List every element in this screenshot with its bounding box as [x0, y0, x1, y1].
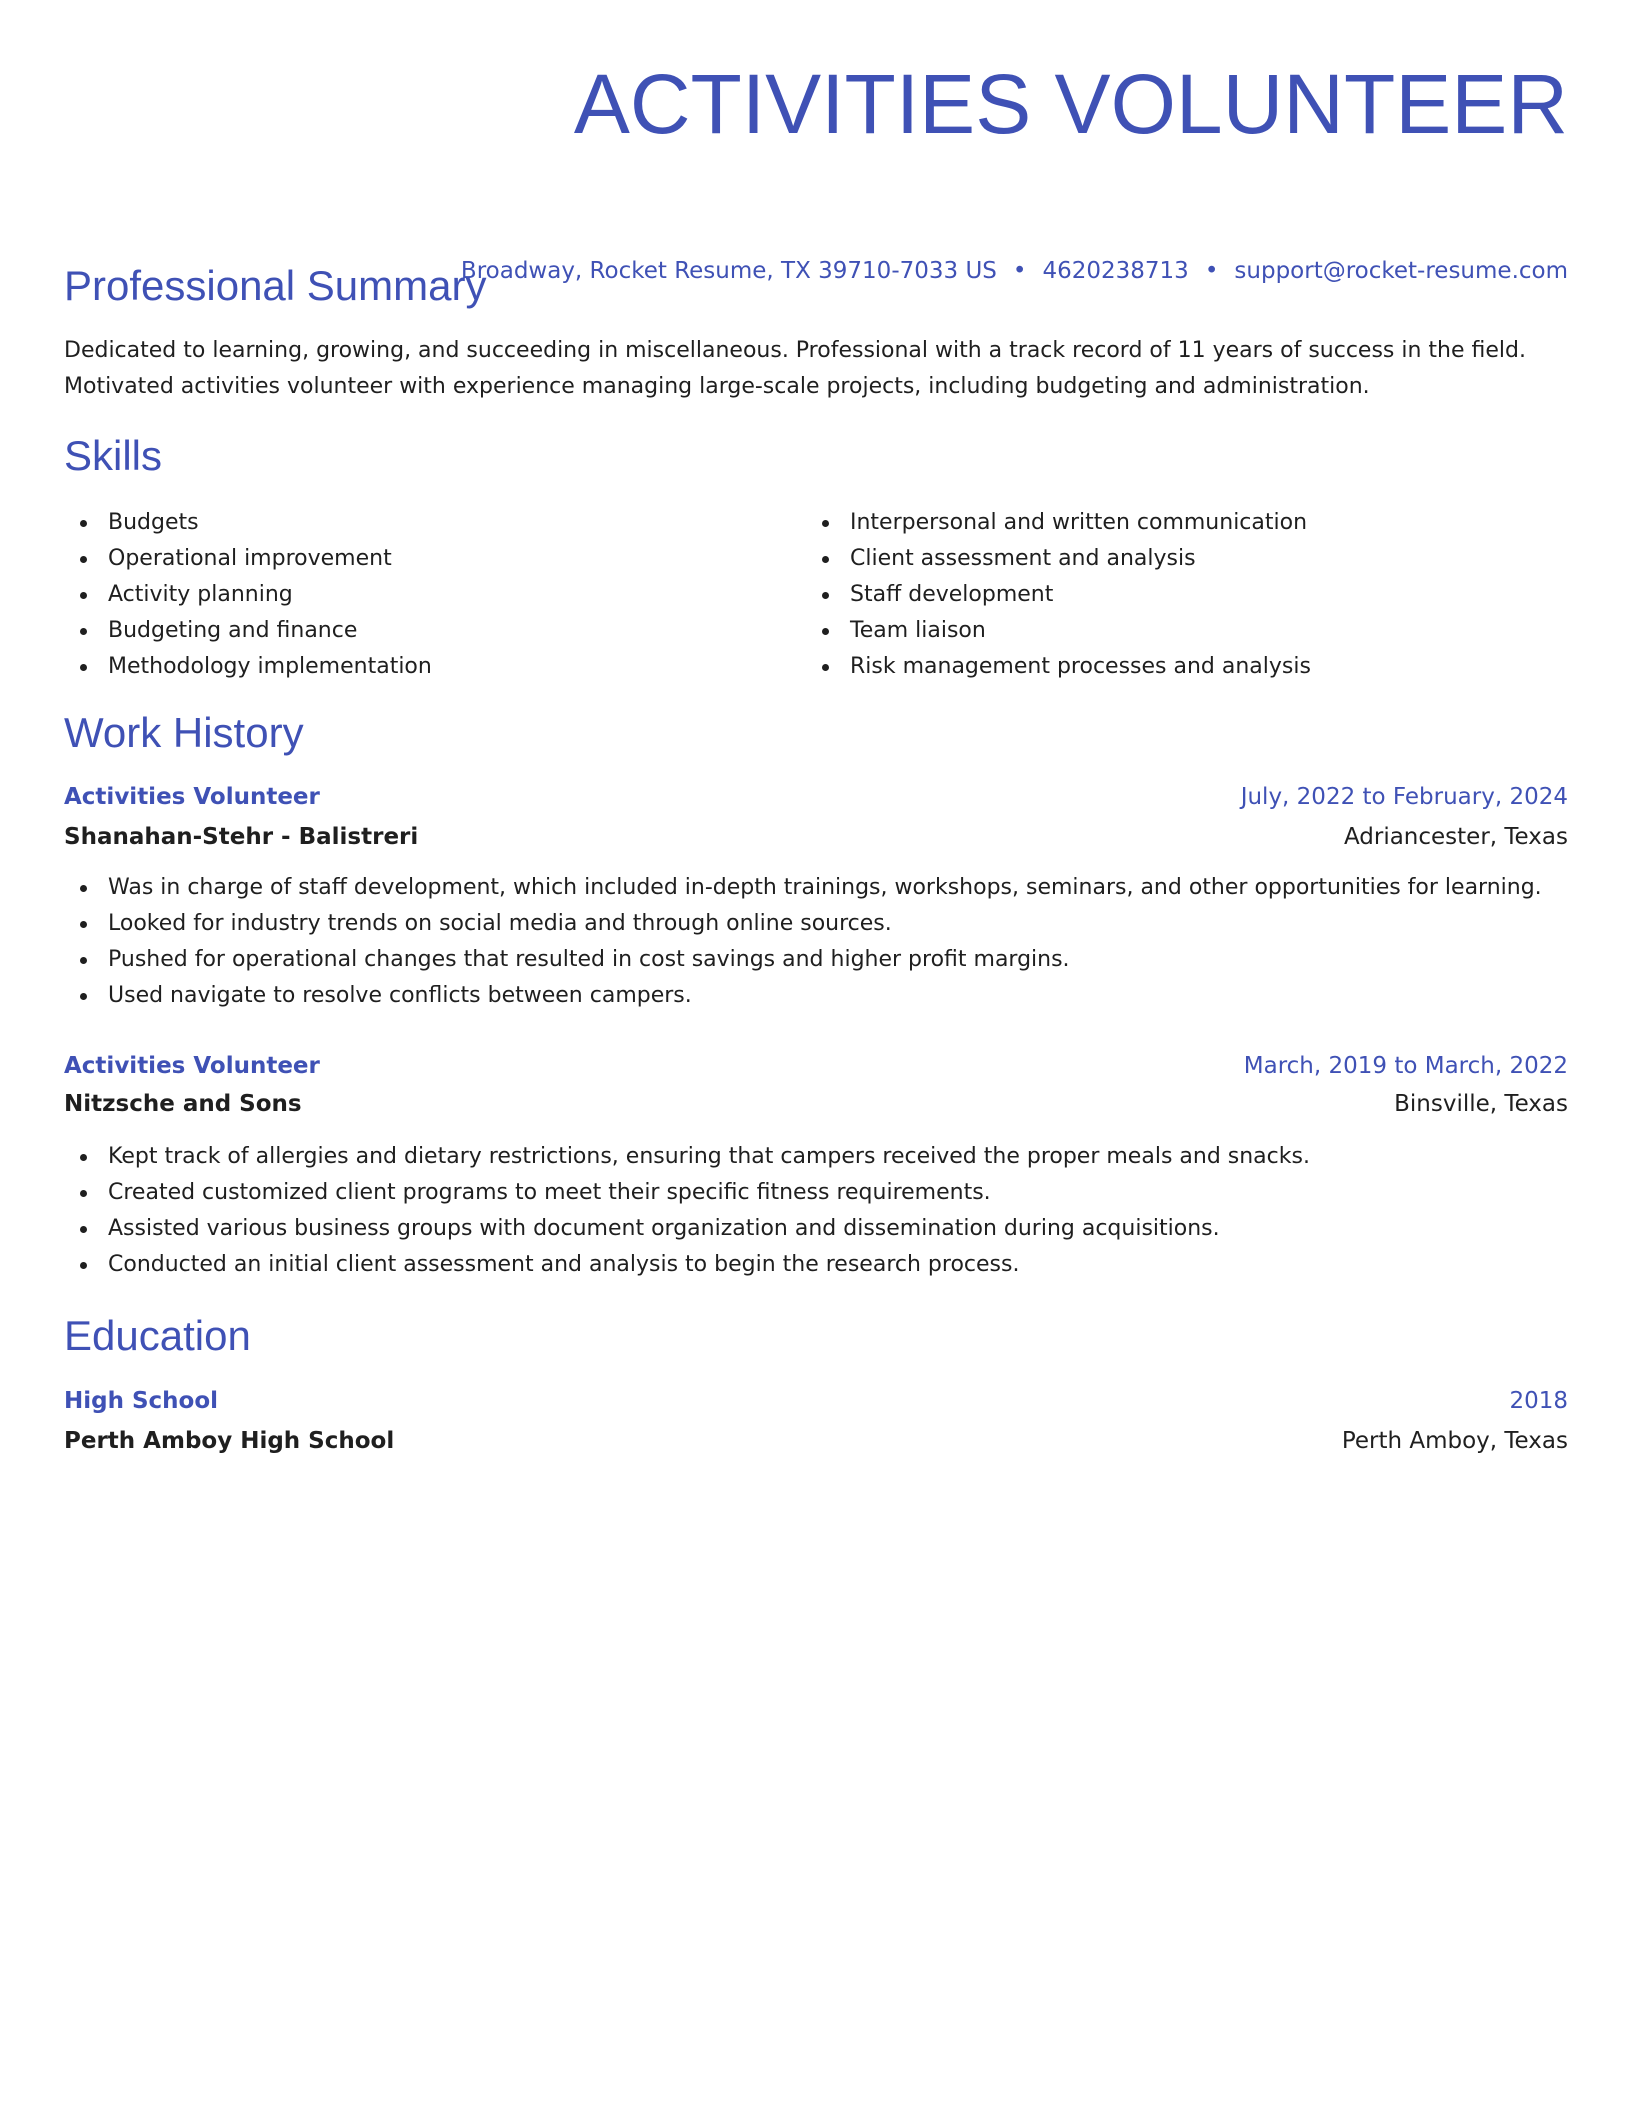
skill-item: Interpersonal and written communication [806, 505, 1311, 541]
education-header [64, 1385, 1568, 1417]
job-employer-row [64, 821, 1568, 853]
job-bullet: Conducted an initial client assessment and analysis to begin the research process. [64, 1247, 1310, 1283]
summary-line: Dedicated to learning, growing, and succeeding in miscellaneous. Professional with a track record of 11 years of success in the field. [64, 338, 1526, 363]
work-history-heading: Work History [64, 709, 304, 756]
job-bullet: Created customized client programs to meet their specific fitness requirements. [64, 1175, 1310, 1211]
skills-list-left [64, 505, 432, 685]
skill-item: Operational improvement [64, 541, 432, 577]
separator-dot: • [1204, 258, 1219, 284]
skill-item: Team liaison [806, 613, 1311, 649]
school-location: Perth Amboy, Texas [1341, 1428, 1568, 1454]
employer-name: Shanahan-Stehr - Balistreri [64, 824, 419, 850]
job-bullets [64, 870, 1542, 1014]
summary-text [64, 333, 1564, 405]
skill-item: Activity planning [64, 577, 432, 613]
school-name: Perth Amboy High School [64, 1428, 395, 1454]
job-header [64, 1050, 1568, 1082]
skill-item: Staff development [806, 577, 1311, 613]
phone: 4620238713 [1042, 258, 1189, 284]
summary-line: Motivated activities volunteer with experience managing large-scale projects, including budgeting and administration. [64, 374, 1370, 399]
job-bullet: Looked for industry trends on social media and through online sources. [64, 906, 1542, 942]
contact-line [461, 256, 1568, 286]
address: Broadway, Rocket Resume, TX 39710-7033 US [460, 258, 997, 284]
job-title: Activities Volunteer [64, 784, 320, 810]
summary-heading: Professional Summary [64, 262, 487, 309]
skills-list-right [806, 505, 1311, 685]
skill-item: Client assessment and analysis [806, 541, 1311, 577]
job-bullet: Was in charge of staff development, which included in-depth trainings, workshops, seminars, and other opportunities for learning. [64, 870, 1542, 906]
skills-heading: Skills [64, 432, 163, 479]
separator-dot: • [1012, 258, 1027, 284]
job-bullet: Kept track of allergies and dietary restrictions, ensuring that campers received the proper meals and snacks. [64, 1139, 1310, 1175]
education-heading: Education [64, 1312, 251, 1359]
job-employer-row [64, 1088, 1568, 1120]
employer-name: Nitzsche and Sons [64, 1091, 302, 1117]
job-bullet: Assisted various business groups with document organization and dissemination during acquisitions. [64, 1211, 1310, 1247]
job-header [64, 781, 1568, 813]
job-bullets [64, 1139, 1310, 1283]
resume-title: ACTIVITIES VOLUNTEER [573, 57, 1568, 151]
email[interactable]: support@rocket-resume.com [1234, 258, 1568, 284]
job-location: Adriancester, Texas [1343, 824, 1568, 850]
job-title: Activities Volunteer [64, 1053, 320, 1079]
job-dates: July, 2022 to February, 2024 [1240, 784, 1568, 810]
graduation-year: 2018 [1509, 1388, 1568, 1414]
skill-item: Budgeting and finance [64, 613, 432, 649]
degree: High School [64, 1388, 219, 1414]
job-bullet: Used navigate to resolve conflicts between campers. [64, 978, 1542, 1014]
skill-item: Budgets [64, 505, 432, 541]
job-location: Binsville, Texas [1394, 1091, 1568, 1117]
job-bullet: Pushed for operational changes that resulted in cost savings and higher profit margins. [64, 942, 1542, 978]
skill-item: Risk management processes and analysis [806, 649, 1311, 685]
education-school-row [64, 1425, 1568, 1457]
skill-item: Methodology implementation [64, 649, 432, 685]
job-dates: March, 2019 to March, 2022 [1243, 1053, 1568, 1079]
